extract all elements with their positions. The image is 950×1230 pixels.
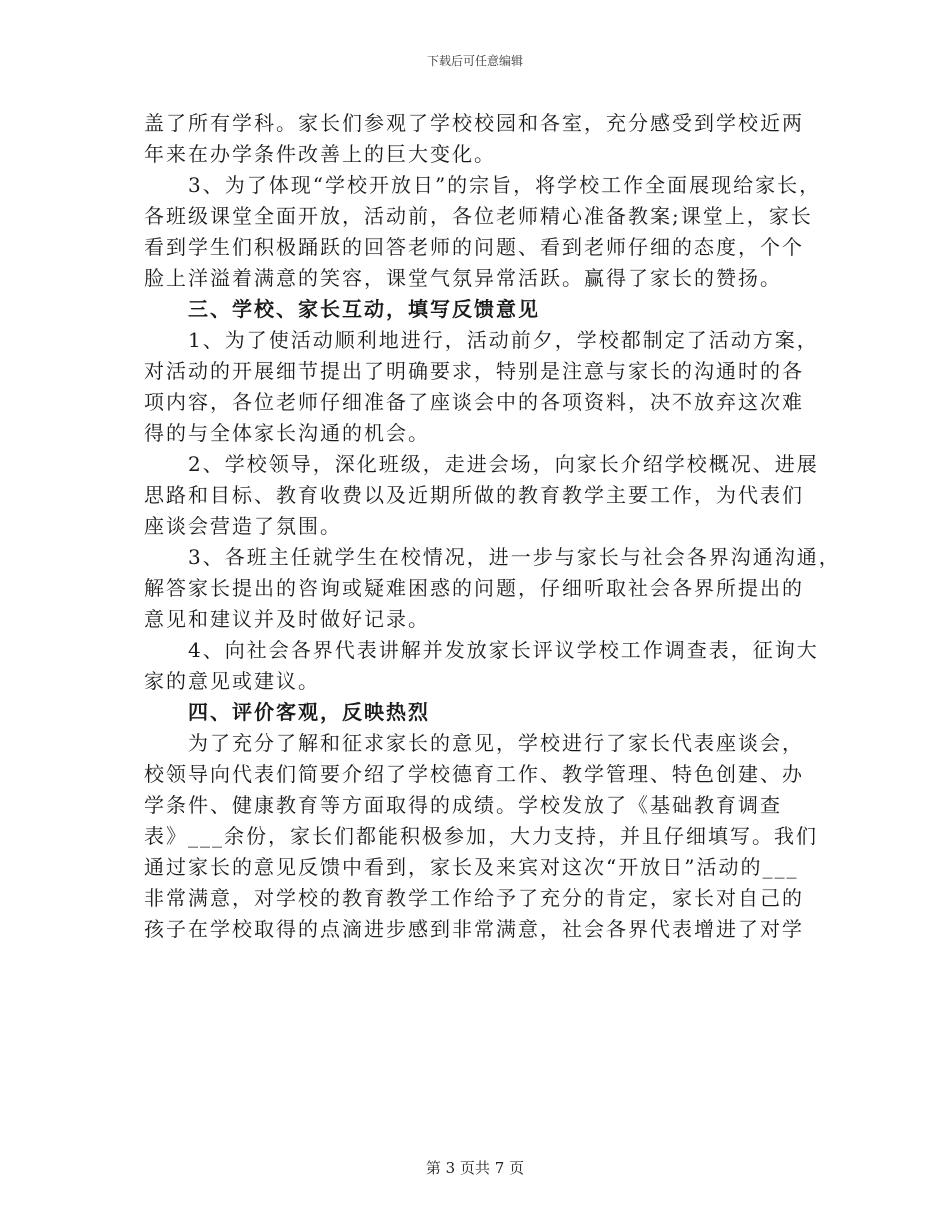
text-line: 各班级课堂全面开放，活动前，各位老师精心准备教案;课堂上，家长 — [144, 204, 813, 228]
text-line: 表》___余份，家长们都能积极参加，大力支持，并且仔细填写。我们 — [144, 824, 818, 848]
text-line: 脸上洋溢着满意的笑容，课堂气氛异常活跃。赢得了家长的赞扬。 — [144, 266, 782, 290]
text-line: 孩子在学校取得的点滴进步感到非常满意，社会各界代表增进了对学 — [144, 917, 804, 941]
text-line: 盖了所有学科。家长们参观了学校校园和各室，充分感受到学校近两 — [144, 111, 804, 135]
text-line: 4、向社会各界代表讲解并发放家长评议学校工作调查表，征询大 — [188, 638, 819, 662]
text-line: 解答家长提出的咨询或疑难困惑的问题，仔细听取社会各界所提出的 — [144, 576, 804, 600]
text-line: 年来在办学条件改善上的巨大变化。 — [144, 142, 496, 166]
text-line: 2、学校领导，深化班级，走进会场，向家长介绍学校概况、进展 — [188, 452, 819, 476]
text-line: 对活动的开展细节提出了明确要求，特别是注意与家长的沟通时的各 — [144, 359, 804, 383]
text-line: 通过家长的意见反馈中看到，家长及来宾对这次“开放日”活动的___ — [144, 855, 799, 879]
text-line: 为了充分了解和征求家长的意见，学校进行了家长代表座谈会， — [188, 731, 804, 755]
text-line: 项内容，各位老师仔细准备了座谈会中的各项资料，决不放弃这次难 — [144, 390, 804, 414]
text-line: 得的与全体家长沟通的机会。 — [144, 421, 430, 445]
document-body — [144, 108, 841, 945]
body-text — [144, 108, 841, 945]
page-footer: 第 3 页共 7 页 — [425, 1159, 525, 1177]
text-line: 1、为了使活动顺利地进行，活动前夕，学校都制定了活动方案， — [188, 328, 819, 352]
text-line: 非常满意，对学校的教育教学工作给予了充分的肯定，家长对自己的 — [144, 886, 804, 910]
text-line: 3、为了体现“学校开放日”的宗旨，将学校工作全面展现给家长， — [188, 173, 822, 197]
section-heading: 四、评价客观，反映热烈 — [188, 700, 430, 724]
section-heading: 三、学校、家长互动，填写反馈意见 — [188, 297, 540, 321]
text-line: 校领导向代表们简要介绍了学校德育工作、教学管理、特色创建、办 — [144, 762, 804, 786]
text-line: 3、各班主任就学生在校情况，进一步与家长与社会各界沟通沟通， — [188, 545, 841, 569]
page-header: 下载后可任意编辑 — [426, 54, 523, 68]
text-line: 座谈会营造了氛围。 — [144, 514, 342, 538]
text-line: 意见和建议并及时做好记录。 — [144, 607, 430, 631]
text-line: 思路和目标、教育收费以及近期所做的教育教学主要工作，为代表们 — [144, 483, 804, 507]
text-line: 家的意见或建议。 — [144, 669, 320, 693]
text-line: 看到学生们积极踊跃的回答老师的问题、看到老师仔细的态度，个个 — [144, 235, 804, 259]
text-line: 学条件、健康教育等方面取得的成绩。学校发放了《基础教育调查 — [144, 793, 782, 817]
